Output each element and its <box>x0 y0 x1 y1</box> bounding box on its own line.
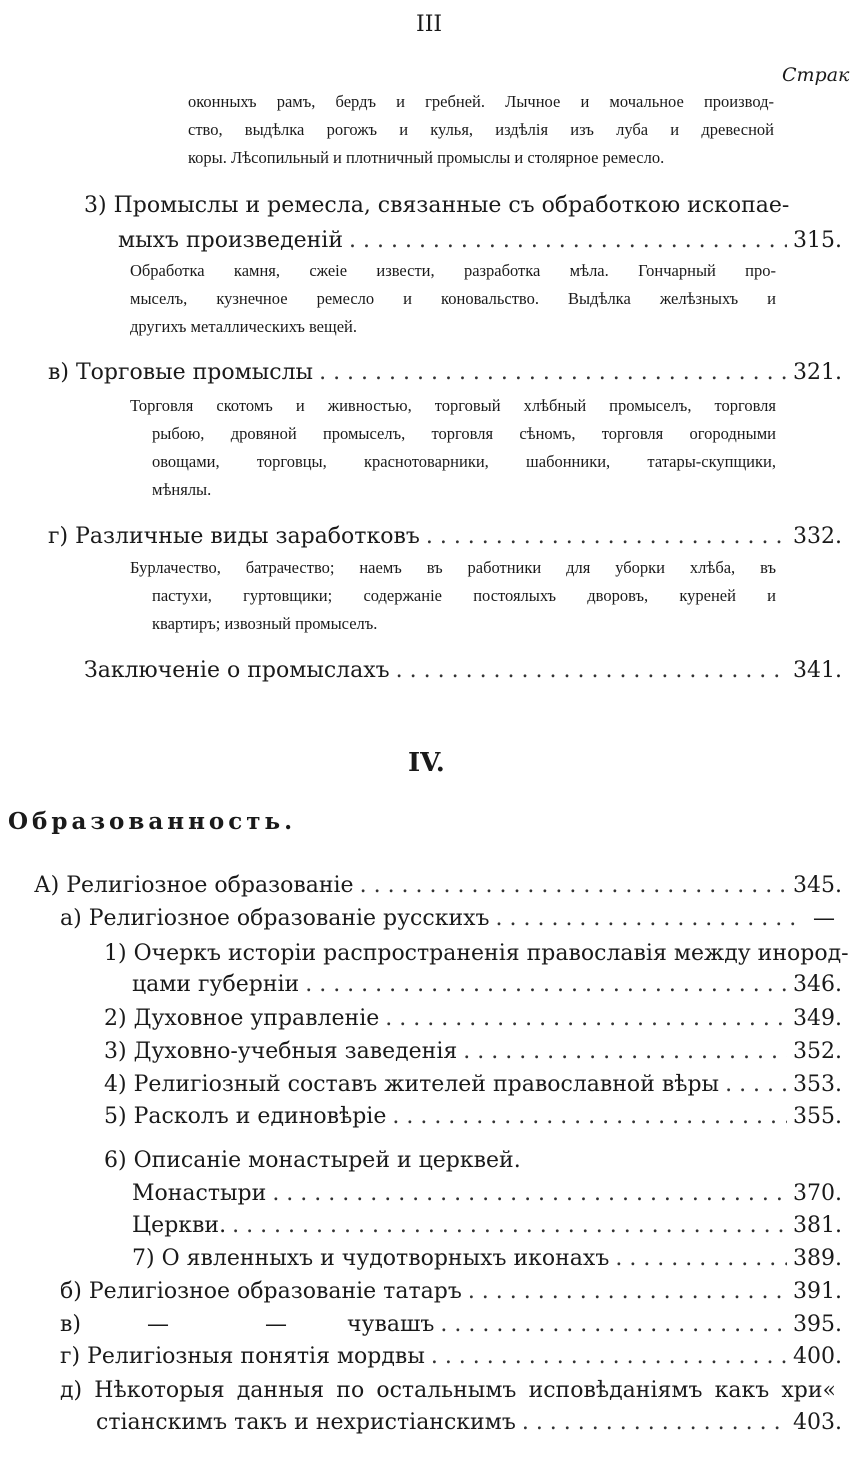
toc-entry-title: г) Религіозныя понятія мордвы <box>60 1344 425 1369</box>
desc-line: пастухи, гуртовщики; содержаніе постоялыхъ дворовъ, куреней и <box>152 586 776 605</box>
leader-dots <box>396 658 787 683</box>
toc-entry-title: чувашъ <box>346 1312 435 1337</box>
desc-line: другихъ металлическихъ вещей. <box>130 317 357 336</box>
toc-page-number: 349. <box>793 1006 842 1031</box>
toc-page-number: 352. <box>793 1039 842 1064</box>
toc-entry-title: в) <box>60 1312 81 1337</box>
toc-entry-title: в) Торговые промыслы <box>48 360 314 385</box>
toc-page-number: 400. <box>793 1344 842 1369</box>
leader-dots <box>385 1006 787 1031</box>
leader-dots <box>496 906 800 931</box>
toc-entry-title: г) Различные виды заработковъ <box>48 524 420 549</box>
toc-entry-title: Церкви. <box>132 1213 227 1238</box>
toc-entry-title: мыхъ произведеній <box>118 228 344 253</box>
toc-entry <box>132 1246 842 1271</box>
toc-entry-title: 3) Духовно-учебныя заведенія <box>104 1039 458 1064</box>
toc-entry <box>60 906 842 931</box>
page-number-roman: III <box>416 12 443 37</box>
leader-dots <box>392 1104 787 1129</box>
toc-entry-title: 5) Расколъ и единовѣріе <box>104 1104 387 1129</box>
desc-line: мѣнялы. <box>152 480 212 499</box>
leader-dots <box>319 360 787 385</box>
desc-line: квартиръ; извозный промыселъ. <box>152 614 378 633</box>
toc-page-number: 355. <box>793 1104 842 1129</box>
desc-line: коры. Лѣсопильный и плотничный промыслы и столярное ремесло. <box>188 148 665 167</box>
toc-page-number: — <box>813 906 835 931</box>
toc-entry-title: 4) Религіозный составъ жителей православной вѣры <box>104 1072 720 1097</box>
leader-dots <box>426 524 787 549</box>
toc-entry <box>34 873 842 898</box>
desc-line: Обработка камня, сжеiе извести, разработка мѣла. Гончарный про- <box>130 261 776 280</box>
leader-dots <box>725 1072 787 1097</box>
leader-dots <box>463 1039 787 1064</box>
toc-page-number: 345. <box>793 873 842 898</box>
toc-entry <box>48 360 842 385</box>
toc-page-number: 389. <box>793 1246 842 1271</box>
toc-page-number: 395. <box>793 1312 842 1337</box>
toc-page-number: 321. <box>793 360 842 385</box>
desc-line: Торговля скотомъ и живностью, торговый хлѣбный промыселъ, торговля <box>130 396 776 415</box>
toc-entry-title: Монастыри <box>132 1181 267 1206</box>
desc-line: рыбою, дровяной промыселъ, торговля сѣномъ, торговля огородными <box>152 424 776 443</box>
desc-line: мыселъ, кузнечное ремесло и коновальство. Выдѣлка желѣзныхъ и <box>130 289 776 308</box>
toc-entry <box>48 524 842 549</box>
toc-page-number: 391. <box>793 1279 842 1304</box>
toc-entry-title: стіанскимъ такъ и нехристіанскимъ <box>96 1410 516 1435</box>
desc-line: оконныхъ рамъ, бердъ и гребней. Лычное и мочальное производ- <box>188 92 774 111</box>
toc-entry <box>104 1039 842 1064</box>
desc-line: овощами, торговцы, краснотоварники, шабонники, татары-скупщики, <box>152 452 776 471</box>
leader-dots <box>232 1213 787 1238</box>
leader-dots <box>431 1344 787 1369</box>
leader-dots <box>468 1279 787 1304</box>
section-title: Образованность. <box>8 808 297 835</box>
leader-dots <box>522 1410 787 1435</box>
toc-page-number: 381. <box>793 1213 842 1238</box>
ditto-dash: — <box>264 1312 287 1337</box>
toc-page-number: 370. <box>793 1181 842 1206</box>
toc-entry-title: Заключеніе о промыслахъ <box>84 658 390 683</box>
toc-entry-title: А) Религіозное образованіе <box>34 873 354 898</box>
toc-entry-title: 3) Промыслы и ремесла, связанные съ обработкою ископае- <box>84 193 790 218</box>
section-numeral: IV. <box>408 748 445 778</box>
leader-dots <box>272 1181 787 1206</box>
leader-dots <box>360 873 787 898</box>
toc-entry-title: д) Нѣкоторыя данныя по остальнымъ исповѣданіямъ какъ хри« <box>60 1378 836 1403</box>
toc-entry-title: 7) О явленныхъ и чудотворныхъ иконахъ <box>132 1246 610 1271</box>
toc-page-number: 403. <box>793 1410 842 1435</box>
toc-entry-title: б) Религіозное образованіе татаръ <box>60 1279 462 1304</box>
toc-entry <box>132 972 842 997</box>
toc-page-number: 332. <box>793 524 842 549</box>
desc-line: ство, выдѣлка рогожъ и кулья, издѣлія изъ луба и древесной <box>188 120 774 139</box>
toc-entry-title: 2) Духовное управленіе <box>104 1006 380 1031</box>
toc-entry <box>104 1072 842 1097</box>
toc-entry <box>104 1104 842 1129</box>
toc-entry <box>118 228 842 253</box>
toc-entry <box>60 1344 842 1369</box>
toc-entry <box>96 1410 842 1435</box>
toc-entry <box>104 1006 842 1031</box>
toc-entry-title: цами губерніи <box>132 972 300 997</box>
desc-line: Бурлачество, батрачество; наемъ въ работники для уборки хлѣба, въ <box>130 558 776 577</box>
toc-page-number: 315. <box>793 228 842 253</box>
toc-entry-title: а) Религіозное образованіе русскихъ <box>60 906 490 931</box>
toc-entry <box>60 1279 842 1304</box>
page-column-label: Страк <box>782 64 850 86</box>
toc-entry-title: 1) Очеркъ исторіи распространенія православія между инород- <box>104 941 849 966</box>
toc-page-number: 346. <box>793 972 842 997</box>
toc-page-number: 353. <box>793 1072 842 1097</box>
leader-dots <box>615 1246 787 1271</box>
toc-entry <box>60 1312 842 1337</box>
toc-entry <box>132 1213 842 1238</box>
toc-entry <box>84 658 842 683</box>
toc-page-number: 341. <box>793 658 842 683</box>
leader-dots <box>440 1312 787 1337</box>
toc-entry <box>132 1181 842 1206</box>
leader-dots <box>305 972 787 997</box>
toc-entry-title: 6) Описаніе монастырей и церквей. <box>104 1148 521 1173</box>
ditto-dash: — <box>146 1312 169 1337</box>
leader-dots <box>349 228 787 253</box>
